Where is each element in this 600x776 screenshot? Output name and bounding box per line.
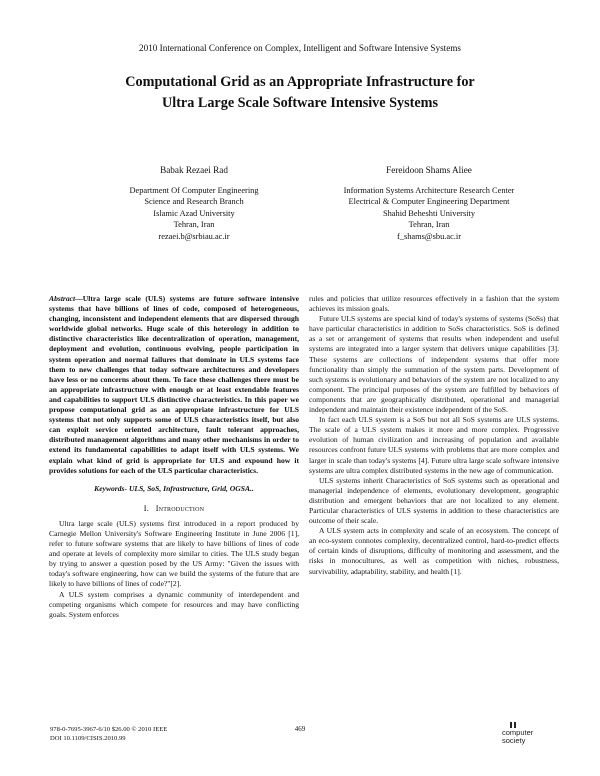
conference-header: 2010 International Conference on Complex, Intelligent and Software Intensive Systems xyxy=(139,43,461,53)
body-paragraph: A ULS system comprises a dynamic community of interdependent and competing organisms which compete for resources and may have conflicting goals. System enforces xyxy=(49,589,299,619)
author-name: Fereidoon Shams Aliee xyxy=(386,165,472,175)
author-location: Tehran, Iran xyxy=(408,220,450,230)
right-column xyxy=(309,294,559,577)
footer-doi: DOI 10.1109/CISIS.2010.99 xyxy=(50,735,126,742)
author-email: rezaei.b@srbiau.ac.ir xyxy=(158,231,230,241)
body-paragraph: Future ULS systems are special kind of today's systems of systems (SoSs) that have particular characteristics in addition to SoSs characteristics. SoS is defined as a set or arrangement of systems that results when independent and useful systems are integrated into a larger system that delivers unique capabilities [3]. These systems are collections of independent systems that offer more functionality than simply the summation of the system parts. Development of such systems is evolutionary and behaviors of the system are not localized to any component. The principal purposes of the system are fulfilled by behaviors of components that are geographically distributed, operational and managerial independent and maintain their existence independent of the SoS. xyxy=(309,314,559,415)
body-paragraph: ULS systems inherit Characteristics of SoS systems such as operational and managerial independence of elements, evolutionary development, geographic distribution and emergent behaviors that are not localized to any element. Particular characteristics of ULS systems in addition to these characteristics are outcome of their scale. xyxy=(309,475,559,526)
author-affiliation-line: Shahid Beheshti University xyxy=(382,208,476,218)
author-affiliation-line: Electrical & Computer Engineering Department xyxy=(348,197,510,207)
paper-title-line-1: Computational Grid as an Appropriate Infrastructure for xyxy=(125,74,475,90)
author-affiliation-line: Department Of Computer Engineering xyxy=(129,185,259,195)
page-number: 469 xyxy=(294,725,306,733)
abstract xyxy=(49,294,299,476)
computer-society-logo xyxy=(484,720,554,748)
keywords: Keywords- ULS, SoS, Infrastructure, Grid, OGSA.. xyxy=(94,483,254,493)
author-affiliation-line: Information Systems Architecture Research Center xyxy=(343,185,515,195)
paper-title xyxy=(0,72,600,114)
left-column xyxy=(49,294,299,620)
footer-isbn: 978-0-7695-3967-6/10 $26.00 © 2010 IEEE xyxy=(50,726,168,733)
author-location: Tehran, Iran xyxy=(173,220,215,230)
abstract-label: Abstract xyxy=(49,294,76,303)
section-heading xyxy=(49,504,299,514)
body-paragraph: A ULS system acts in complexity and scale of an ecosystem. The concept of an eco-system connotes complexity, decentralized control, hard-to-predict effects of certain kinds of disruptions, difficulty of monitoring and assessment, and the risks in monocultures, as well as competition with niches, robustness, survivability, adaptability, stability, and health [1]. xyxy=(309,526,559,576)
paper-title-line-2: Ultra Large Scale Software Intensive Systems xyxy=(162,95,438,111)
body-paragraph: In fact each ULS system is a SoS but not all SoS systems are ULS systems. The scale of a ULS system makes it more and more complex. Progressive evolution of human civilization and increasing of population and available resources confront future ULS systems with problems that are more complex and larger in scale than today's systems [4]. Future ultra large scale software intensive systems are ultra complex distributed systems in the new age of communication. xyxy=(309,415,559,475)
author-affiliation-line: Science and Research Branch xyxy=(144,197,244,207)
computer-society-logo-icon xyxy=(484,720,554,748)
author-name: Babak Rezaei Rad xyxy=(160,165,228,175)
author-affiliation-line: Islamic Azad University xyxy=(153,208,235,218)
section-number: I. xyxy=(143,503,149,513)
author-block-2 xyxy=(299,165,559,243)
logo-text: computer society xyxy=(502,728,534,745)
body-paragraph: Ultra large scale (ULS) systems first introduced in a report produced by Carnegie Mellon University's Software Engineering Institute in June 2006 [1], refer to future software systems that are likely to have billions of lines of code and operate at levels of complexity more similar to cities. The ULS study began by trying to answer a question posed by the US Army: "Given the issues with today's software engineering, how can we build the systems of the future that are likely to have billions of lines of code?"[2]. xyxy=(49,518,299,589)
abstract-text: —Ultra large scale (ULS) systems are future software intensive systems that have billions of lines of code, composed of heterogeneous, changing, inconsistent and independent elements that are dispersed through worldwide global networks. Huge scale of this heterology in addition to distinctive characteristics like decentralization of operation, management, deployment and evolution, continuous evolving, people participation in system operation and normal failures that dominate in ULS systems face them to new challenges that today software architectures and developers have less or no concerns about them. To face these challenges there must be an appropriate infrastructure with enough or at least extendable features and capabilities to support ULS distinctive characteristics. In this paper we propose computational grid as an appropriate infrastructure for ULS systems that not only supports some of ULS characteristics itself, but also can exploit service oriented architecture, fault tolerant approaches, distributed management algorithms and many other mechanisms in order to extend its fundamental capabilities to adapt itself with ULS systems. We explain what kind of grid is appropriate for ULS and expound how it provides solutions for each of the ULS particular characteristics. xyxy=(49,294,299,475)
author-email: f_shams@sbu.ac.ir xyxy=(397,231,461,241)
author-block-1 xyxy=(74,165,314,243)
body-paragraph: rules and policies that utilize resources effectively in a fashion that the system achieves its mission goals. xyxy=(309,294,559,314)
section-title: Introduction xyxy=(155,503,205,513)
